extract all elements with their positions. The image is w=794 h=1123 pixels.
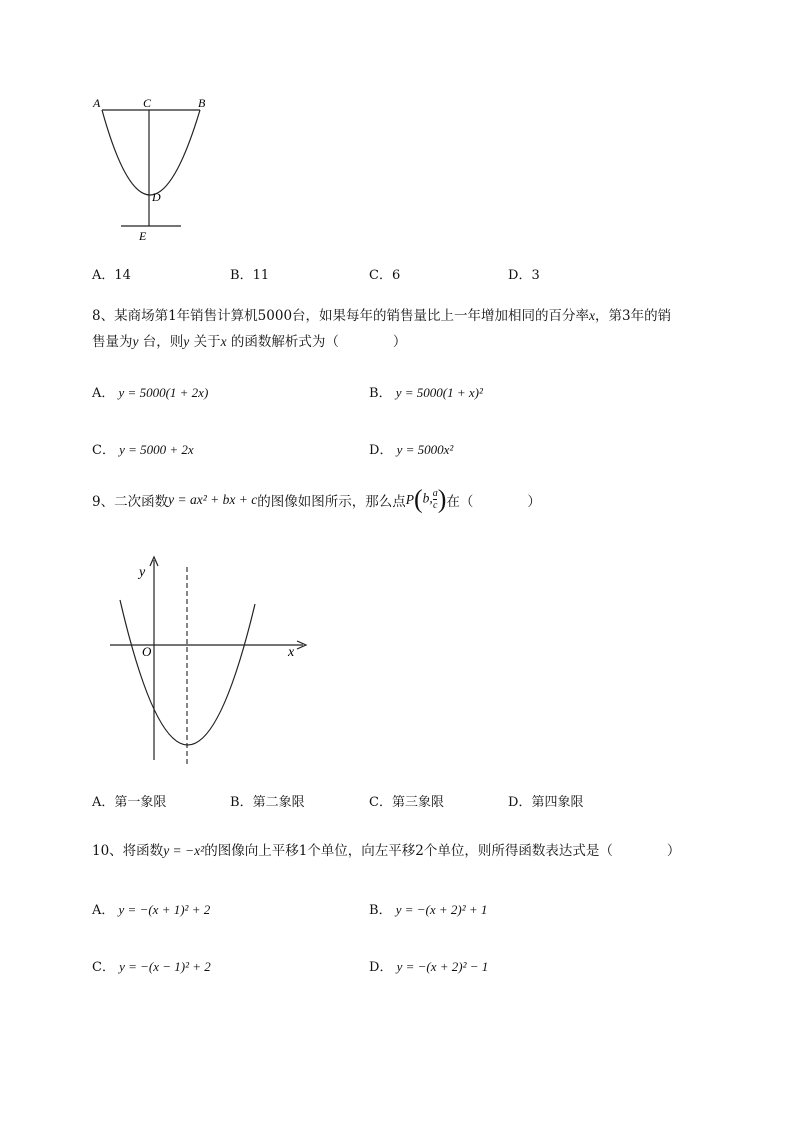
label-x: x xyxy=(288,645,295,660)
label-B: B xyxy=(198,96,205,110)
q8-option-c[interactable]: C． y = 5000 + 2x xyxy=(92,442,194,458)
q8-option-a[interactable]: A． y = 5000(1 + 2x) xyxy=(92,385,209,401)
q8-option-d[interactable]: D． y = 5000x² xyxy=(369,442,454,458)
q10-option-c[interactable]: C． y = −(x − 1)² + 2 xyxy=(92,959,211,975)
parabola-curve xyxy=(102,110,200,195)
q7-option-b[interactable]: B．11 xyxy=(230,268,270,283)
q7-option-a[interactable]: A．14 xyxy=(92,268,131,283)
label-C: C xyxy=(143,96,152,110)
label-D: D xyxy=(152,190,161,204)
q8-option-b[interactable]: B． y = 5000(1 + x)² xyxy=(369,385,483,401)
q9-option-a[interactable]: A．第一象限 xyxy=(92,795,167,810)
q7-option-d[interactable]: D．3 xyxy=(508,268,540,283)
q9-option-c[interactable]: C．第三象限 xyxy=(369,795,444,810)
q8-stem-line2: 售量为y 台，则y 关于x 的函数解析式为（ ） xyxy=(92,334,407,350)
q10-option-a[interactable]: A． y = −(x + 1)² + 2 xyxy=(92,902,211,918)
q8-stem-line1: 8、某商场第1年销售计算机5000台，如果每年的销售量比上一年增加相同的百分率x，第3年的销 xyxy=(92,308,672,324)
q10-option-d[interactable]: D． y = −(x + 2)² − 1 xyxy=(369,959,489,975)
label-A: A xyxy=(93,96,101,110)
label-y: y xyxy=(139,565,146,580)
q9-stem: 9、二次函数 y = ax² + bx + c 的图像如图所示，那么点 P (b, $\frac{a}{c}$ ) 在（ ） xyxy=(92,484,541,514)
q9-option-b[interactable]: B．第二象限 xyxy=(230,795,305,810)
label-E: E xyxy=(139,229,147,243)
label-origin: O xyxy=(142,644,152,659)
q9-option-d[interactable]: D．第四象限 xyxy=(508,795,584,810)
q10-option-b[interactable]: B． y = −(x + 2)² + 1 xyxy=(369,902,488,918)
figure-parabola-ACBDE xyxy=(85,90,205,250)
figure-parabola-axes xyxy=(105,555,315,770)
point-coordinates: (b, $\frac{a}{c}$ ) xyxy=(413,484,447,514)
q10-stem: 10、将函数y = −x²的图像向上平移1个单位，向左平移2个单位，则所得函数表达式是（ ） xyxy=(92,843,681,859)
q7-option-c[interactable]: C．6 xyxy=(369,268,401,283)
